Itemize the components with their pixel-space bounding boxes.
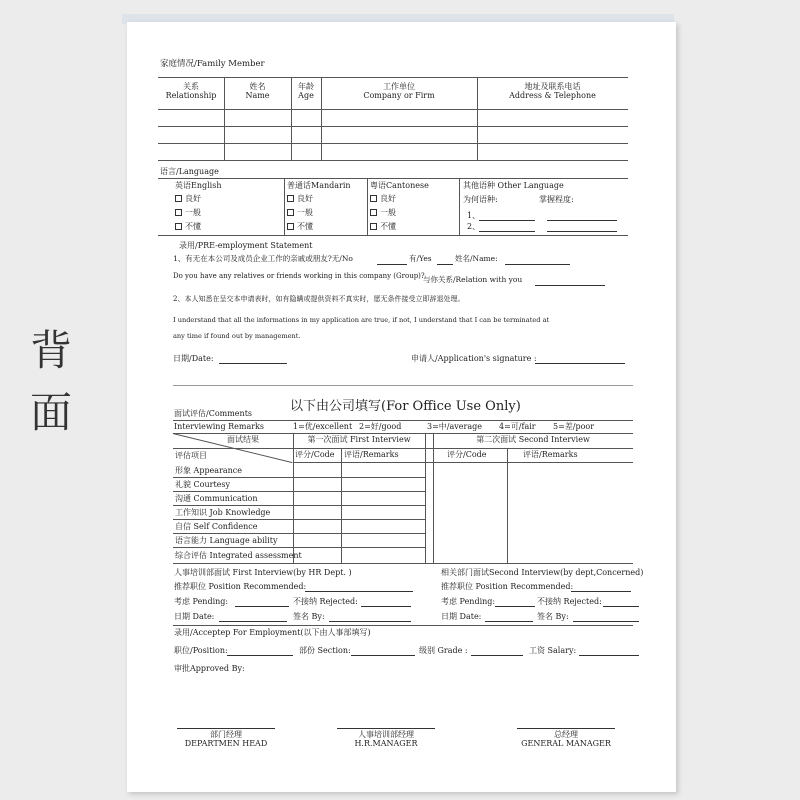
lang-mandarin-label: 普通话Mandarin (287, 181, 351, 190)
family-header-name: 姓名 Name (245, 82, 270, 101)
statement-signature-label: 申请人/Application's signature : (411, 354, 537, 363)
lang-mandarin-none[interactable]: 不懂 (287, 222, 313, 231)
sign-general-manager: 总经理 GENERAL MANAGER (521, 730, 611, 749)
scale-2: 2=好/good (359, 422, 402, 431)
eval-item: 自信 Self Confidence (175, 522, 258, 531)
family-row-line (158, 109, 628, 110)
hr-second-by: 签名 By: (537, 612, 569, 621)
eval-line (173, 505, 425, 506)
hr-first-pending: 考虑 Pending: (174, 597, 229, 606)
eval-item: 沟通 Communication (175, 494, 258, 503)
eval-col-line (293, 433, 294, 563)
eval-item: 语言能力 Language ability (175, 536, 278, 545)
comments-label: 面试评估/Comments (174, 409, 253, 418)
statement-q1-yes: 有/Yes (409, 254, 432, 263)
hr-first-by-field[interactable] (329, 621, 411, 622)
accept-position: 职位/Position: (174, 646, 228, 655)
hr-second-pending-field[interactable] (495, 606, 535, 607)
scale-1: 1=优/excellent (293, 422, 353, 431)
application-form-back (127, 22, 676, 792)
eval-item: 工作知识 Job Knowledge (175, 508, 271, 517)
family-row-line (158, 143, 628, 144)
hr-first-by: 签名 By: (293, 612, 325, 621)
family-header-age: 年龄 Age (298, 82, 314, 101)
hr-first-rejected-field[interactable] (361, 606, 411, 607)
language-table-top (158, 178, 628, 179)
accept-section: 部份 Section: (299, 646, 351, 655)
eval-item: 形象 Appearance (175, 466, 243, 475)
hr-second-date: 日期 Date: (441, 612, 482, 621)
language-table-bottom (158, 235, 628, 236)
remarks-top-line (173, 420, 633, 421)
hr-second-rejected-field[interactable] (603, 606, 639, 607)
eval-col-line (425, 433, 426, 563)
lang-english-good[interactable]: 良好 (175, 194, 201, 203)
first-remarks-header: 评语/Remarks (344, 450, 399, 459)
hr-first-rejected: 不接纳 Rejected: (293, 597, 358, 606)
accept-grade-field[interactable] (471, 655, 523, 656)
hr-first-date: 日期 Date: (174, 612, 215, 621)
accept-title: 录用/Acceptep For Employment(以下由人事部填写) (174, 628, 371, 637)
hr-second-title: 相关部门面试Second Interview(by dept,Concerned) (441, 568, 644, 577)
language-col-line (459, 178, 460, 235)
eval-item: 综合评估 Integrated assessment (175, 551, 302, 560)
lang-other-row1: 1、 (467, 211, 481, 220)
eval-items-label: 评估项目 (175, 451, 207, 460)
scale-5: 5=差/poor (553, 422, 595, 431)
eval-col-line (341, 448, 342, 563)
statement-q1-relation: 与你关系/Relation with you (423, 275, 523, 284)
lang-other-row1-level-field[interactable] (547, 220, 617, 221)
eval-item: 礼貌 Courtesy (175, 480, 231, 489)
statement-q1-zh: 1、有无在本公司及成员企业工作的亲戚或朋友?无/No (173, 254, 353, 263)
lang-other-row1-which-field[interactable] (479, 220, 535, 221)
family-row-line (158, 126, 628, 127)
lang-other-level: 掌握程度: (539, 195, 574, 204)
eval-line (173, 433, 633, 434)
eval-line (293, 462, 633, 463)
first-code-header: 评分/Code (295, 450, 335, 459)
lang-other-title: 其他语种 Other Language (463, 181, 564, 190)
lang-mandarin-fair[interactable]: 一般 (287, 208, 313, 217)
eval-result-label: 面试结果 (227, 435, 259, 444)
accept-salary: 工资 Salary: (529, 646, 577, 655)
hr-second-by-field[interactable] (573, 621, 639, 622)
accept-section-field[interactable] (351, 655, 415, 656)
side-label-top: 背 (30, 326, 73, 375)
statement-title: 录用/PRE-employment Statement (179, 241, 313, 250)
q1-yes-field[interactable] (437, 264, 453, 265)
family-row-line (158, 160, 628, 161)
lang-other-row2-level-field[interactable] (547, 231, 617, 232)
statement-q1-name: 姓名/Name: (455, 254, 498, 263)
statement-q2-zh: 2、本人知悉在呈交本申请表时，如有隐瞒或提供资料不真实时，愿无条件接受立即辞退处理。 (173, 295, 465, 303)
q1-name-field[interactable] (505, 264, 570, 265)
family-header-company: 工作单位 Company or Firm (363, 82, 435, 101)
lang-cantonese-good[interactable]: 良好 (370, 194, 396, 203)
accept-approved: 审批Approved By: (174, 664, 245, 673)
lang-english-label: 英语English (175, 181, 222, 190)
accept-position-field[interactable] (227, 655, 293, 656)
lang-other-which: 为何语种: (463, 195, 498, 204)
hr-first-date-field[interactable] (219, 621, 287, 622)
q1-relation-field[interactable] (535, 285, 605, 286)
eval-line (173, 477, 425, 478)
family-table-top (158, 77, 628, 78)
section-divider (173, 385, 633, 386)
second-code-header: 评分/Code (447, 450, 487, 459)
hr-first-position: 推荐职位 Position Recommended: (174, 582, 307, 591)
q1-no-field[interactable] (377, 264, 407, 265)
lang-english-none[interactable]: 不懂 (175, 222, 201, 231)
statement-q2-en1: I understand that all the informations in my application are true, if not, I understand that I can be terminated at (173, 316, 550, 324)
hr-second-rejected: 不接纳 Rejected: (537, 597, 602, 606)
sign-line-general-manager[interactable] (517, 728, 615, 729)
second-remarks-header: 评语/Remarks (523, 450, 578, 459)
hr-first-position-field[interactable] (305, 591, 413, 592)
hr-second-pending: 考虑 Pending: (441, 597, 496, 606)
sign-department-head: 部门经理 DEPARTMEN HEAD (184, 730, 268, 749)
scale-4: 4=可/fair (499, 422, 536, 431)
hr-second-position: 推荐职位 Position Recommended: (441, 582, 574, 591)
second-interview-header: 第二次面试 Second Interview (476, 435, 590, 444)
language-title: 语言/Language (160, 167, 219, 176)
eval-line (173, 547, 425, 548)
language-col-line (284, 178, 285, 235)
eval-col-line (507, 448, 508, 563)
family-header-relationship: 关系 Relationship (165, 82, 217, 101)
accept-salary-field[interactable] (579, 655, 639, 656)
first-interview-header: 第一次面试 First Interview (307, 435, 411, 444)
eval-line (173, 491, 425, 492)
accept-top-line (173, 625, 633, 626)
family-title: 家庭情况/Family Member (160, 59, 265, 69)
sign-hr-manager: 人事培训部经理 H.R.MANAGER (354, 730, 418, 749)
family-header-address: 地址及联系电话 Address & Telephone (509, 82, 596, 101)
eval-line (173, 533, 425, 534)
statement-date-label: 日期/Date: (173, 354, 214, 363)
lang-cantonese-none[interactable]: 不懂 (370, 222, 396, 231)
lang-cantonese-label: 粤语Cantonese (370, 181, 429, 190)
remarks-label: Interviewing Remarks (174, 422, 265, 431)
statement-signature-field[interactable] (535, 363, 625, 364)
hr-second-date-field[interactable] (485, 621, 533, 622)
statement-q1-en: Do you have any relatives or friends working in this company (Group)? (173, 272, 425, 280)
side-label-bottom: 面 (30, 388, 73, 437)
scale-3: 3=中/average (427, 422, 482, 431)
lang-mandarin-good[interactable]: 良好 (287, 194, 313, 203)
lang-cantonese-fair[interactable]: 一般 (370, 208, 396, 217)
hr-second-position-field[interactable] (571, 591, 631, 592)
statement-date-field[interactable] (219, 363, 287, 364)
lang-english-fair[interactable]: 一般 (175, 208, 201, 217)
sign-line-department-head[interactable] (177, 728, 275, 729)
eval-col-line (433, 433, 434, 563)
hr-first-title: 人事培训部面试 First Interview(by HR Dept. ) (174, 568, 352, 577)
eval-line (173, 519, 425, 520)
sign-line-hr-manager[interactable] (337, 728, 435, 729)
office-title: 以下由公司填写(For Office Use Only) (290, 399, 521, 414)
eval-line (173, 563, 633, 564)
statement-q2-en2: any time if found out by management. (173, 332, 301, 340)
lang-other-row2: 2、 (467, 222, 481, 231)
language-col-line (367, 178, 368, 235)
accept-grade: 级别 Grade : (419, 646, 468, 655)
lang-other-row2-which-field[interactable] (479, 231, 535, 232)
hr-first-pending-field[interactable] (235, 606, 289, 607)
